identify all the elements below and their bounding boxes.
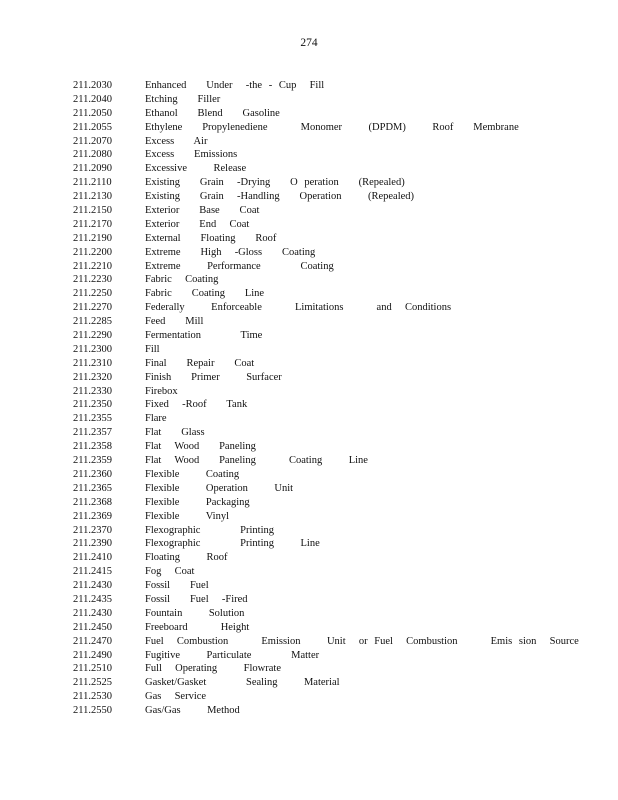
list-item <box>73 690 593 704</box>
section-number: 211.2410 <box>73 552 112 564</box>
section-term: Fermentation Time <box>145 330 263 342</box>
section-term: Fabric Coating Line <box>145 288 265 300</box>
section-term: Etching Filler <box>145 93 221 105</box>
section-number: 211.2050 <box>73 107 112 119</box>
section-term: Gasket/Gasket Sealing Material <box>145 677 340 689</box>
list-item <box>73 176 593 190</box>
list-item <box>73 510 593 524</box>
list-item <box>73 246 593 260</box>
section-term: Fill <box>145 343 160 355</box>
section-number: 211.2415 <box>73 566 112 578</box>
section-term: Freeboard Height <box>145 621 250 633</box>
section-number: 211.2370 <box>73 524 112 536</box>
list-item <box>73 662 593 676</box>
section-number: 211.2530 <box>73 691 112 703</box>
section-number: 211.2350 <box>73 399 112 411</box>
section-term: Enhanced Under -the - Cup Fill <box>145 80 325 91</box>
section-number: 211.2359 <box>73 455 112 467</box>
section-number: 211.2369 <box>73 510 112 522</box>
list-item <box>73 593 593 607</box>
section-number: 211.2390 <box>73 538 112 550</box>
section-term: Exterior Base Coat <box>145 205 260 217</box>
list-item <box>73 315 593 329</box>
section-number: 211.2190 <box>73 232 112 244</box>
section-number: 211.2525 <box>73 677 112 689</box>
section-term: Fuel Combustion Emission Unit or Fuel Combustion Emis sion Source <box>145 635 579 647</box>
section-number: 211.2230 <box>73 274 112 286</box>
section-term: Flat Glass <box>145 427 205 439</box>
list-item <box>73 454 593 468</box>
section-term: Flexible Operation Unit <box>145 482 294 494</box>
section-number: 211.2090 <box>73 163 112 175</box>
page-number: 274 <box>300 37 318 49</box>
section-term: Flexible Coating <box>145 468 240 480</box>
section-term: Federally Enforceable Limitations and Conditions <box>145 302 452 314</box>
section-term: Fog Coat <box>145 566 195 578</box>
section-number: 211.2365 <box>73 482 112 494</box>
section-number: 211.2490 <box>73 649 112 661</box>
section-number: 211.2130 <box>73 191 112 203</box>
section-term: Fixed -Roof Tank <box>145 399 248 411</box>
section-list <box>73 79 593 718</box>
section-number: 211.2270 <box>73 302 112 314</box>
section-number: 211.2360 <box>73 468 112 480</box>
list-item <box>73 204 593 218</box>
list-item <box>73 287 593 301</box>
section-term: Finish Primer Surfacer <box>145 371 282 383</box>
list-item <box>73 496 593 510</box>
section-number: 211.2355 <box>73 413 112 425</box>
section-term: External Floating Roof <box>145 232 277 244</box>
section-term: Flexographic Printing <box>145 524 274 536</box>
section-number: 211.2430 <box>73 580 112 592</box>
section-number: 211.2040 <box>73 93 112 105</box>
list-item <box>73 621 593 635</box>
section-number: 211.2550 <box>73 705 112 717</box>
list-item <box>73 148 593 162</box>
section-term: Excess Emissions <box>145 149 238 161</box>
section-term: Flat Wood Paneling <box>145 441 256 453</box>
list-item <box>73 135 593 149</box>
section-term: Flare <box>145 413 167 425</box>
list-item <box>73 329 593 343</box>
section-term: Fossil Fuel <box>145 580 209 592</box>
list-item <box>73 537 593 551</box>
section-number: 211.2300 <box>73 343 112 355</box>
list-item <box>73 190 593 204</box>
section-term: Fabric Coating <box>145 274 219 286</box>
list-item <box>73 635 593 649</box>
list-item <box>73 482 593 496</box>
section-term: Gas/Gas Method <box>145 705 240 717</box>
list-item <box>73 565 593 579</box>
list-item <box>73 551 593 565</box>
section-number: 211.2030 <box>73 80 112 91</box>
list-item <box>73 649 593 663</box>
list-item <box>73 468 593 482</box>
section-term: Extreme Performance Coating <box>145 260 334 272</box>
list-item <box>73 218 593 232</box>
section-term: Ethanol Blend Gasoline <box>145 107 280 119</box>
section-term: Exterior End Coat <box>145 218 250 230</box>
section-term: Excessive Release <box>145 163 247 175</box>
section-number: 211.2250 <box>73 288 112 300</box>
section-term: Extreme High -Gloss Coating <box>145 246 316 258</box>
list-item <box>73 398 593 412</box>
section-term: Existing Grain -Handling Operation (Repealed) <box>145 191 415 203</box>
section-number: 211.2330 <box>73 385 112 397</box>
section-term: Fugitive Particulate Matter <box>145 649 320 661</box>
list-item <box>73 232 593 246</box>
section-term: Excess Air <box>145 135 208 147</box>
list-item <box>73 273 593 287</box>
list-item <box>73 79 593 93</box>
section-number: 211.2290 <box>73 330 112 342</box>
list-item <box>73 440 593 454</box>
list-item <box>73 579 593 593</box>
list-item <box>73 426 593 440</box>
section-term: Flexible Vinyl <box>145 510 230 522</box>
list-item <box>73 607 593 621</box>
section-number: 211.2110 <box>73 177 112 189</box>
section-number: 211.2320 <box>73 371 112 383</box>
list-item <box>73 371 593 385</box>
list-item <box>73 385 593 399</box>
section-term: Gas Service <box>145 691 207 703</box>
section-number: 211.2450 <box>73 621 112 633</box>
section-number: 211.2430 <box>73 607 112 619</box>
list-item <box>73 704 593 718</box>
list-item <box>73 93 593 107</box>
section-number: 211.2170 <box>73 218 112 230</box>
section-term: Fountain Solution <box>145 607 245 619</box>
section-number: 211.2510 <box>73 663 112 675</box>
section-number: 211.2357 <box>73 427 112 439</box>
list-item <box>73 162 593 176</box>
list-item <box>73 107 593 121</box>
section-number: 211.2470 <box>73 635 112 647</box>
section-number: 211.2055 <box>73 121 112 133</box>
section-number: 211.2070 <box>73 135 112 147</box>
section-term: Floating Roof <box>145 552 228 564</box>
section-number: 211.2368 <box>73 496 112 508</box>
section-number: 211.2200 <box>73 246 112 258</box>
list-item <box>73 343 593 357</box>
section-term: Firebox <box>145 385 178 397</box>
section-number: 211.2285 <box>73 316 112 328</box>
section-number: 211.2310 <box>73 357 112 369</box>
section-term: Flat Wood Paneling Coating Line <box>145 455 368 467</box>
list-item <box>73 412 593 426</box>
list-item <box>73 676 593 690</box>
section-term: Full Operating Flowrate <box>145 663 281 675</box>
section-term: Existing Grain -Drying O peration (Repealed) <box>145 177 405 189</box>
list-item <box>73 121 593 135</box>
section-number: 211.2210 <box>73 260 112 272</box>
list-item <box>73 357 593 371</box>
list-item <box>73 260 593 274</box>
list-item <box>73 524 593 538</box>
section-term: Flexographic Printing Line <box>145 538 320 550</box>
section-number: 211.2358 <box>73 441 112 453</box>
section-term: Feed Mill <box>145 316 204 328</box>
section-number: 211.2080 <box>73 149 112 161</box>
list-item <box>73 301 593 315</box>
section-term: Final Repair Coat <box>145 357 255 369</box>
section-term: Fossil Fuel -Fired <box>145 593 248 605</box>
section-number: 211.2435 <box>73 593 112 605</box>
section-number: 211.2150 <box>73 205 112 217</box>
section-term: Ethylene Propylenediene Monomer (DPDM) Roof Membrane <box>145 121 519 133</box>
section-term: Flexible Packaging <box>145 496 250 508</box>
